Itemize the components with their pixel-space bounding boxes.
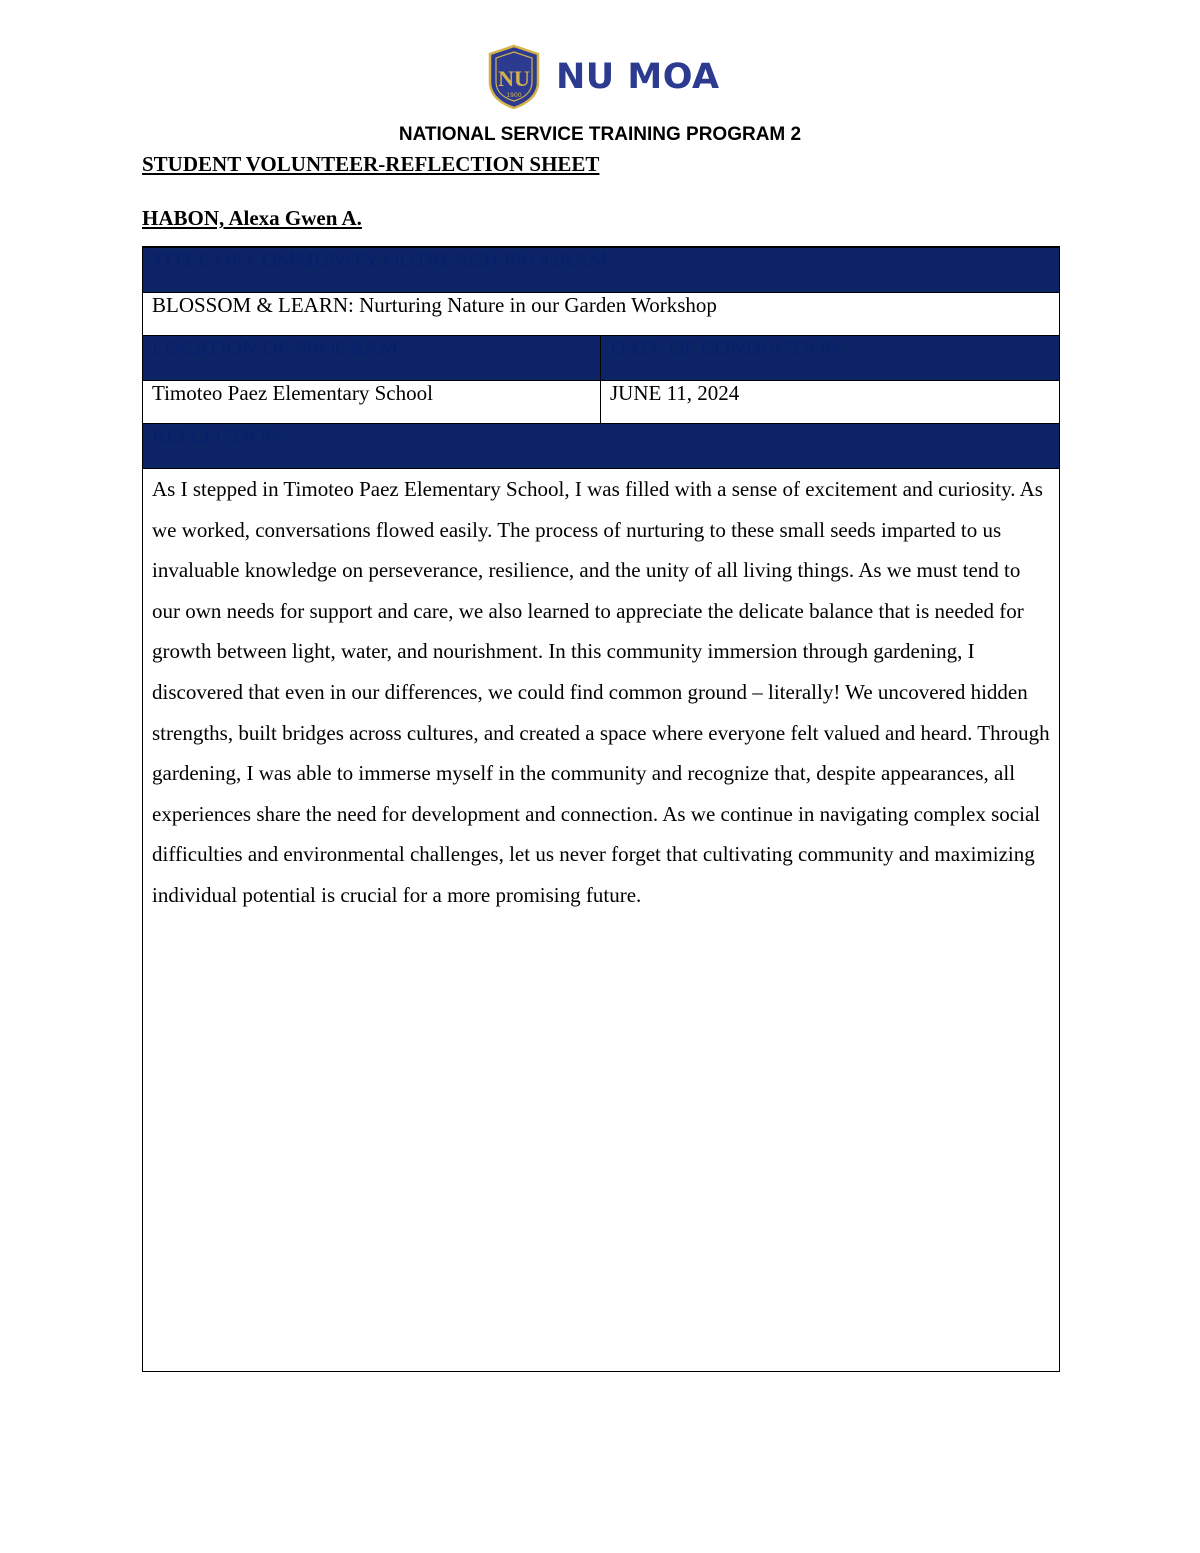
reflection-label: REFLECTION: [143, 424, 1060, 469]
nu-seal-icon [486, 44, 542, 110]
seal-year: 1900 [506, 92, 522, 99]
reflection-text: As I stepped in Timoteo Paez Elementary School, I was filled with a sense of excitement and curiosity. As we worked, conversations flowed easily. The process of nurturing to these small seeds imparted to us invaluable knowledge on perseverance, resilience, and the unity of all living things. As we must tend to our own needs for support and care, we also learned to appreciate the delicate balance that is needed for growth between light, water, and nourishment. In this community immersion through gardening, I discovered that even in our differences, we could find common ground – literally! We uncovered hidden strengths, built bridges across cultures, and created a space where everyone felt valued and heard. Through gardening, I was able to immerse myself in the community and recognize that, despite appearances, all experiences share the need for development and connection. As we continue in navigating complex social difficulties and environmental challenges, let us never forget that cultivating community and maximizing individual potential is crucial for a more promising future. [143, 469, 1060, 1372]
seal-letters: NU [498, 66, 530, 91]
date-label: DATE OF CONDUCTION [601, 336, 1060, 381]
title-value: BLOSSOM & LEARN: Nurturing Nature in our Garden Workshop [143, 293, 1060, 336]
logo-text: NU MOA [556, 57, 720, 97]
title-label: TITLE OF COMMUNITY OUTREACH PROGRAM [143, 247, 1060, 293]
student-name: HABON, Alexa Gwen A. [142, 206, 362, 230]
reflection-form [142, 246, 1060, 1372]
date-value: JUNE 11, 2024 [601, 381, 1060, 424]
sheet-title: STUDENT VOLUNTEER-REFLECTION SHEET [142, 152, 600, 176]
location-label: LOCATION OF PROGRAM [143, 336, 601, 381]
nu-moa-logo [486, 44, 720, 110]
program-name: NATIONAL SERVICE TRAINING PROGRAM 2 [398, 124, 802, 145]
location-value: Timoteo Paez Elementary School [143, 381, 601, 424]
